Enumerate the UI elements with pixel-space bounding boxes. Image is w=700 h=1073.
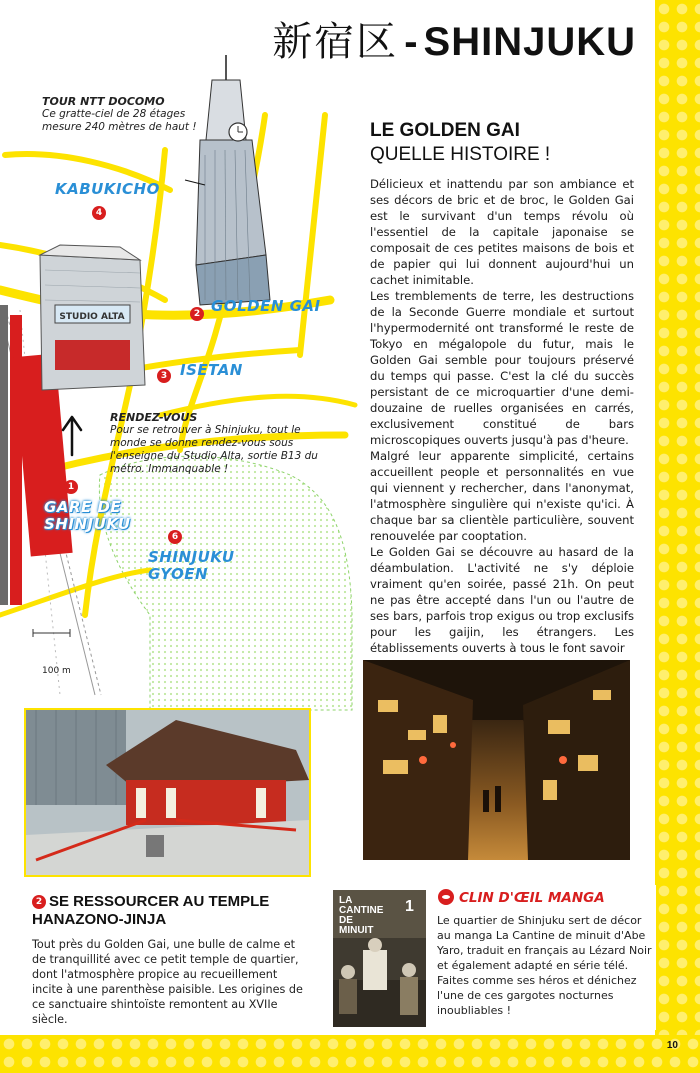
studio-alta-building <box>40 245 145 390</box>
map-pin-4: 4 <box>92 206 106 220</box>
rendezvous-note-text: Pour se retrouver à Shinjuku, tout le monde se donne rendez-vous sous l'enseigne du Studio Alta, sortie B13 du métro. Immanquable ! <box>110 424 318 475</box>
eye-icon <box>438 889 454 905</box>
temple-heading <box>32 893 307 929</box>
photo-illustration <box>26 710 309 875</box>
map-drawing <box>0 55 360 715</box>
title-dash: - <box>404 20 418 64</box>
cover-line: LA <box>339 895 353 906</box>
cover-line: DE <box>339 915 353 926</box>
cover-line: MINUIT <box>339 925 374 936</box>
manga-heading <box>438 889 605 906</box>
temple-text: Tout près du Golden Gai, une bulle de calme et de tranquillité avec ce petit temple de quartier, dont l'atmosphère propice au recueillement incite à une parenthèse paisible. Les origines de ce sanctuaire shintoïste remontent au XVIIe siècle. <box>32 938 303 1026</box>
tower-note <box>42 95 222 134</box>
article-paragraph: Le Golden Gai se découvre au hasard de la déambulation. L'activité ne s'y déploie vraiment qu'en soirée, passé 21h. On peut ne pas être accepté dans l'un ou l'autre de ses bars, parfois trop exigus ou trop exclusifs pour les gaijin, les étrangers. Les établissements ouverts à tous le font savoir <box>370 545 634 655</box>
map-pin-3: 3 <box>157 369 171 383</box>
scale-bar <box>33 629 70 637</box>
golden-gai-article <box>370 120 634 656</box>
manga-cover-volume: 1 <box>405 898 414 915</box>
manga-cover-title <box>339 896 383 936</box>
golden-gai-night-photo <box>363 660 630 860</box>
article-paragraph: Délicieux et inattendu par son ambiance et ses décors de bric et de broc, le Golden Gai est le survivant d'un temps révolu où l'essentiel de la capitale japonaise se composait de ces petites maisons de bois et de papier qui lui donnent aujourd'hui un cachet inimitable. <box>370 177 634 287</box>
map-pin-1: 1 <box>64 480 78 494</box>
map-label-gare-de-shinjuku: GARE DE SHINJUKU <box>44 498 131 533</box>
tower-note-text: Ce gratte-ciel de 28 étages mesure 240 mètres de haut ! <box>42 108 197 133</box>
temple-number-badge: 2 <box>32 895 46 909</box>
title-japanese: 新宿区 <box>272 19 399 65</box>
street <box>300 115 325 355</box>
manga-cover <box>333 890 426 1027</box>
article-paragraph: Malgré leur apparente simplicité, certains accueillent people et personnalités en vue qui viennent y rechercher, dans l'anonymat, l'atmosphère singulière qui n'existe qu'ici. À chaque bar sa clientèle particulière, souvent renouvelée par cooptation. <box>370 449 634 543</box>
map-label-golden-gai: GOLDEN GAI <box>211 297 321 315</box>
studio-alta-sign: STUDIO ALTA <box>59 312 125 322</box>
rendezvous-note <box>110 411 338 476</box>
yellow-dotted-border-right <box>655 0 700 1073</box>
manga-text: Le quartier de Shinjuku sert de décor au manga La Cantine de minuit d'Abe Yaro, traduit en français au Lézard Noir et également adapté en série télé. Faites comme ses héros et dénichez l'une de ces gargotes nocturnes inoubliables ! <box>437 914 652 1017</box>
title-english: SHINJUKU <box>423 20 636 64</box>
page-number: 10 <box>666 1040 678 1051</box>
rendezvous-note-heading: RENDEZ-VOUS <box>110 411 198 424</box>
map-label-shinjuku-gyoen: SHINJUKU GYOEN <box>148 548 235 583</box>
rendezvous-arrow <box>63 417 81 455</box>
map-label-isetan: ISETAN <box>180 361 243 379</box>
shinjuku-gyoen-park-area <box>99 456 352 710</box>
article-paragraph: Les tremblements de terre, les destructions de la Seconde Guerre mondiale et surtout l'hypermodernité ont transformé le reste de Tokyo en mégalopole du futur, mais le Golden Gai semble pour toujours préservé du temps qui passe. C'est la clé du succès persistant de ce microquartier d'une demi-douzaine de ruelles organisées en carrés, exclusivement constitué de bars microscopiques ouverts jusqu'à pas d'heure. <box>370 289 634 447</box>
map-label-kabukicho: KABUKICHO <box>55 180 160 198</box>
article-heading: LE GOLDEN GAI <box>370 120 520 141</box>
manga-heading-text: CLIN D'ŒIL MANGA <box>459 890 605 906</box>
yellow-dotted-border-bottom <box>0 1035 700 1073</box>
district-map <box>0 55 360 715</box>
tower-note-heading: TOUR NTT DOCOMO <box>42 95 165 108</box>
photo-illustration <box>363 660 630 860</box>
scale-label: 100 m <box>42 666 71 676</box>
article-subheading: QUELLE HISTOIRE ! <box>370 144 551 165</box>
ntt-docomo-tower-drawing <box>196 55 270 305</box>
temple-section <box>32 893 307 1027</box>
temple-heading-text: SE RESSOURCER AU TEMPLE HANAZONO-JINJA <box>32 893 270 928</box>
map-pin-6: 6 <box>168 530 182 544</box>
hanazono-temple-photo <box>24 708 311 877</box>
cover-line: CANTINE <box>339 905 384 916</box>
map-pin-2: 2 <box>190 307 204 321</box>
